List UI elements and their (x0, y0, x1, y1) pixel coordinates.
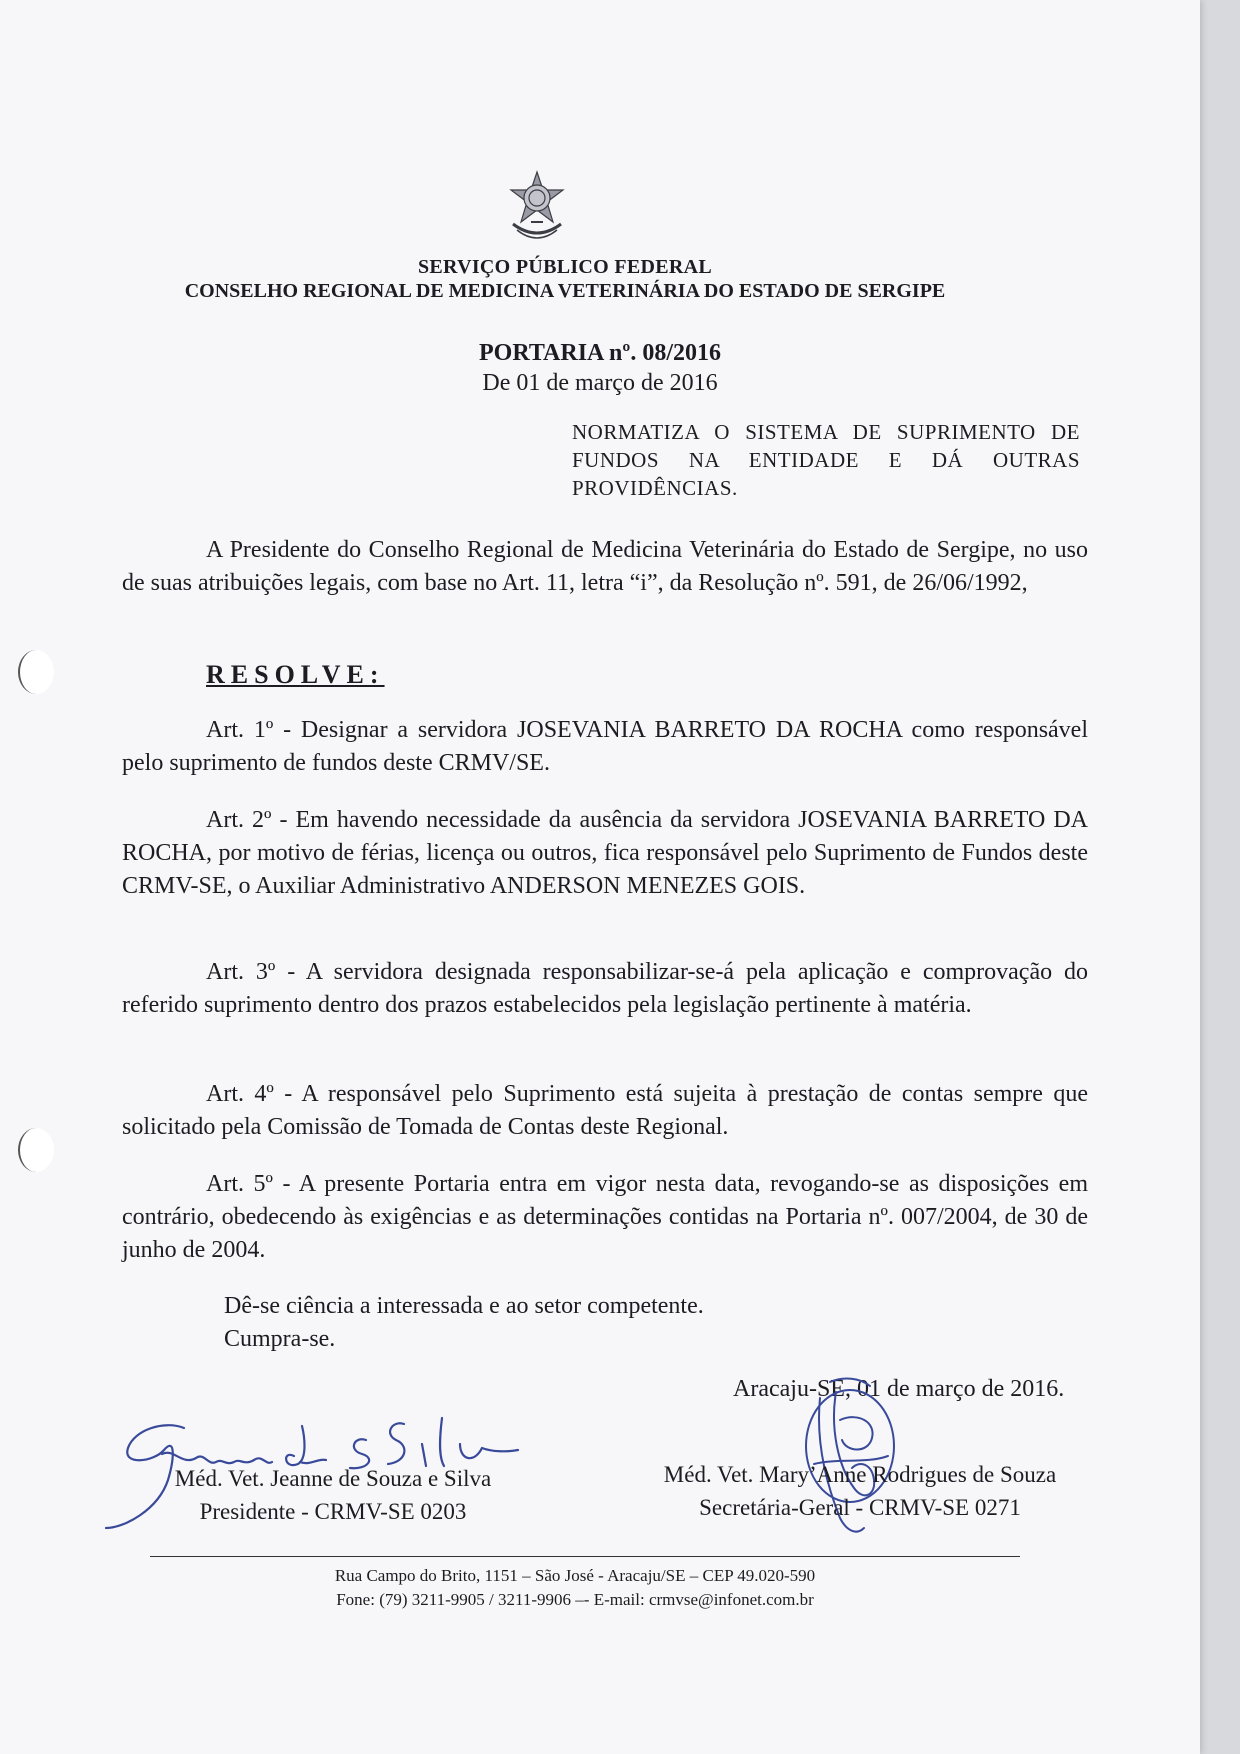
signatory-name: Méd. Vet. Jeanne de Souza e Silva (174, 1466, 492, 1491)
portaria-number: PORTARIA nº. 08/2016 (479, 340, 721, 366)
article-1: Art. 1º - Designar a servidora JOSEVANIA BARRETO DA ROCHA como responsável pelo suprimento de fundos deste CRMV/SE. (122, 717, 1088, 776)
signatory-name: Méd. Vet. Mary’Anne Rodrigues de Souza (663, 1462, 1057, 1487)
article-3: Art. 3º - A servidora designada responsabilizar-se-á pela aplicação e comprovação do referido suprimento dentro dos prazos estabelecidos pela legislação pertinente à matéria. (122, 959, 1088, 1018)
article-4: Art. 4º - A responsável pelo Suprimento está sujeita à prestação de contas sempre que solicitado pela Comissão de Tomada de Contas deste Regional. (122, 1081, 1088, 1140)
header-title: SERVIÇO PÚBLICO FEDERAL (417, 256, 713, 278)
punch-hole (18, 1128, 54, 1172)
punch-hole (18, 650, 54, 694)
portaria-date: De 01 de março de 2016 (482, 370, 718, 396)
footer-divider (150, 1556, 1020, 1557)
resolve-heading: RESOLVE: (206, 660, 385, 689)
coat-of-arms-emblem (505, 168, 569, 248)
footer-address: Rua Campo do Brito, 1151 – São José - Aracaju/SE – CEP 49.020-590 (334, 1566, 816, 1585)
footer-contact: Fone: (79) 3211-9905 / 3211-9906 –- E-mail: crmvse@infonet.com.br (336, 1590, 814, 1609)
ementa: NORMATIZA O SISTEMA DE SUPRIMENTO DE FUNDOS NA ENTIDADE E DÁ OUTRAS PROVIDÊNCIAS. (572, 420, 1080, 500)
preamble: A Presidente do Conselho Regional de Medicina Veterinária do Estado de Sergipe, no uso de suas atribuições legais, com base no Art. 11, letra “i”, da Resolução nº. 591, de 26/06/1992, (122, 537, 1088, 596)
closing (224, 1290, 704, 1356)
signatory-right (630, 1458, 1090, 1524)
place-and-date: Aracaju-SE, 01 de março de 2016. (733, 1376, 1065, 1402)
footer (0, 1564, 1150, 1612)
closing-line: Dê-se ciência a interessada e ao setor competente. (224, 1293, 704, 1319)
closing-line: Cumpra-se. (224, 1326, 336, 1352)
signatory-role: Secretária-Geral - CRMV-SE 0271 (699, 1495, 1021, 1520)
signatory-left (148, 1462, 518, 1528)
header-council-name: CONSELHO REGIONAL DE MEDICINA VETERINÁRIA DO ESTADO DE SERGIPE (184, 280, 946, 302)
article-5: Art. 5º - A presente Portaria entra em vigor nesta data, revogando-se as disposições em contrário, obedecendo às exigências e as determinações contidas na Portaria nº. 007/2004, de 30 de junho de 2004. (122, 1171, 1088, 1263)
signatory-role: Presidente - CRMV-SE 0203 (199, 1499, 467, 1524)
article-2: Art. 2º - Em havendo necessidade da ausência da servidora JOSEVANIA BARRETO DA ROCHA, por motivo de férias, licença ou outros, fica responsável pelo Suprimento de Fundos deste CRMV-SE, o Auxiliar Administrativo ANDERSON MENEZES GOIS. (122, 807, 1088, 899)
